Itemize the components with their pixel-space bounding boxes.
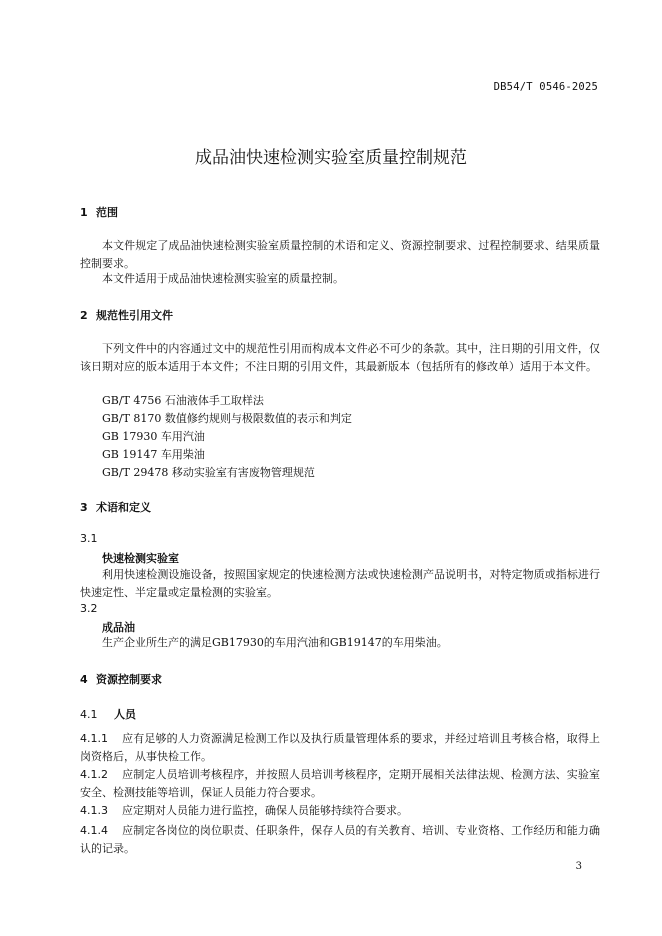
- scope-paragraph-2: 本文件适用于成品油快速检测实验室的质量控制。: [102, 272, 344, 285]
- section-title: 范围: [96, 206, 118, 219]
- section-number: 3: [80, 501, 88, 514]
- clause-number: 4.1.1: [80, 732, 108, 745]
- section-title: 资源控制要求: [96, 673, 162, 686]
- section-3-heading: [80, 499, 151, 515]
- reference-item: GB/T 4756 石油液体手工取样法: [102, 394, 264, 407]
- scope-paragraph-1: 本文件规定了成品油快速检测实验室质量控制的术语和定义、资源控制要求、过程控制要求、结果质量控制要求。: [80, 239, 600, 270]
- reference-item: GB 19147 车用柴油: [102, 448, 205, 461]
- subsection-number: 4.1: [80, 708, 98, 721]
- term-title: 成品油: [102, 621, 135, 634]
- standard-code: DB54/T 0546-2025: [493, 81, 598, 93]
- section-number: 2: [80, 309, 88, 322]
- term-definition: 生产企业所生产的满足GB17930的车用汽油和GB19147的车用柴油。: [102, 636, 448, 649]
- clause-text: 应有足够的人力资源满足检测工作以及执行质量管理体系的要求，并经过培训且考核合格，取得上岗资格后，从事快检工作。: [80, 732, 600, 763]
- section-number: 4: [80, 673, 88, 686]
- term-number: 3.1: [80, 532, 98, 545]
- subsection-title: 人员: [114, 708, 136, 721]
- clause-4-1-3: [80, 802, 600, 820]
- clause-number: 4.1.4: [80, 824, 108, 837]
- reference-item: GB 17930 车用汽油: [102, 430, 205, 443]
- section-2-heading: [80, 307, 173, 323]
- clause-text: 应制定各岗位的岗位职责、任职条件，保存人员的有关教育、培训、专业资格、工作经历和能力确认的记录。: [80, 824, 600, 855]
- reference-item: GB/T 8170 数值修约规则与极限数值的表示和判定: [102, 412, 352, 425]
- clause-4-1-1: [80, 730, 600, 766]
- clause-number: 4.1.2: [80, 768, 108, 781]
- page-number: 3: [575, 861, 582, 872]
- clause-4-1-2: [80, 766, 600, 802]
- reference-item: GB/T 29478 移动实验室有害废物管理规范: [102, 466, 315, 479]
- clause-text: 应定期对人员能力进行监控，确保人员能够持续符合要求。: [122, 804, 408, 817]
- term-definition: 利用快速检测设施设备，按照国家规定的快速检测方法或快速检测产品说明书，对特定物质或指标进行快速定性、半定量或定量检测的实验室。: [80, 568, 600, 599]
- subsection-heading: [80, 706, 136, 722]
- section-title: 术语和定义: [96, 501, 151, 514]
- section-title: 规范性引用文件: [96, 309, 173, 322]
- references-intro-paragraph: 下列文件中的内容通过文中的规范性引用而构成本文件必不可少的条款。其中，注日期的引用文件，仅该日期对应的版本适用于本文件；不注日期的引用文件，其最新版本（包括所有的修改单）适用于本文件。: [80, 342, 600, 373]
- clause-number: 4.1.3: [80, 804, 108, 817]
- section-4-heading: [80, 671, 162, 687]
- term-number: 3.2: [80, 602, 98, 615]
- section-number: 1: [80, 206, 88, 219]
- clause-4-1-4: [80, 822, 600, 858]
- clause-text: 应制定人员培训考核程序，并按照人员培训考核程序，定期开展相关法律法规、检测方法、实验室安全、检测技能等培训，保证人员能力符合要求。: [80, 768, 600, 799]
- document-title: 成品油快速检测实验室质量控制规范: [195, 148, 467, 168]
- term-title: 快速检测实验室: [102, 552, 179, 565]
- section-1-heading: [80, 204, 118, 220]
